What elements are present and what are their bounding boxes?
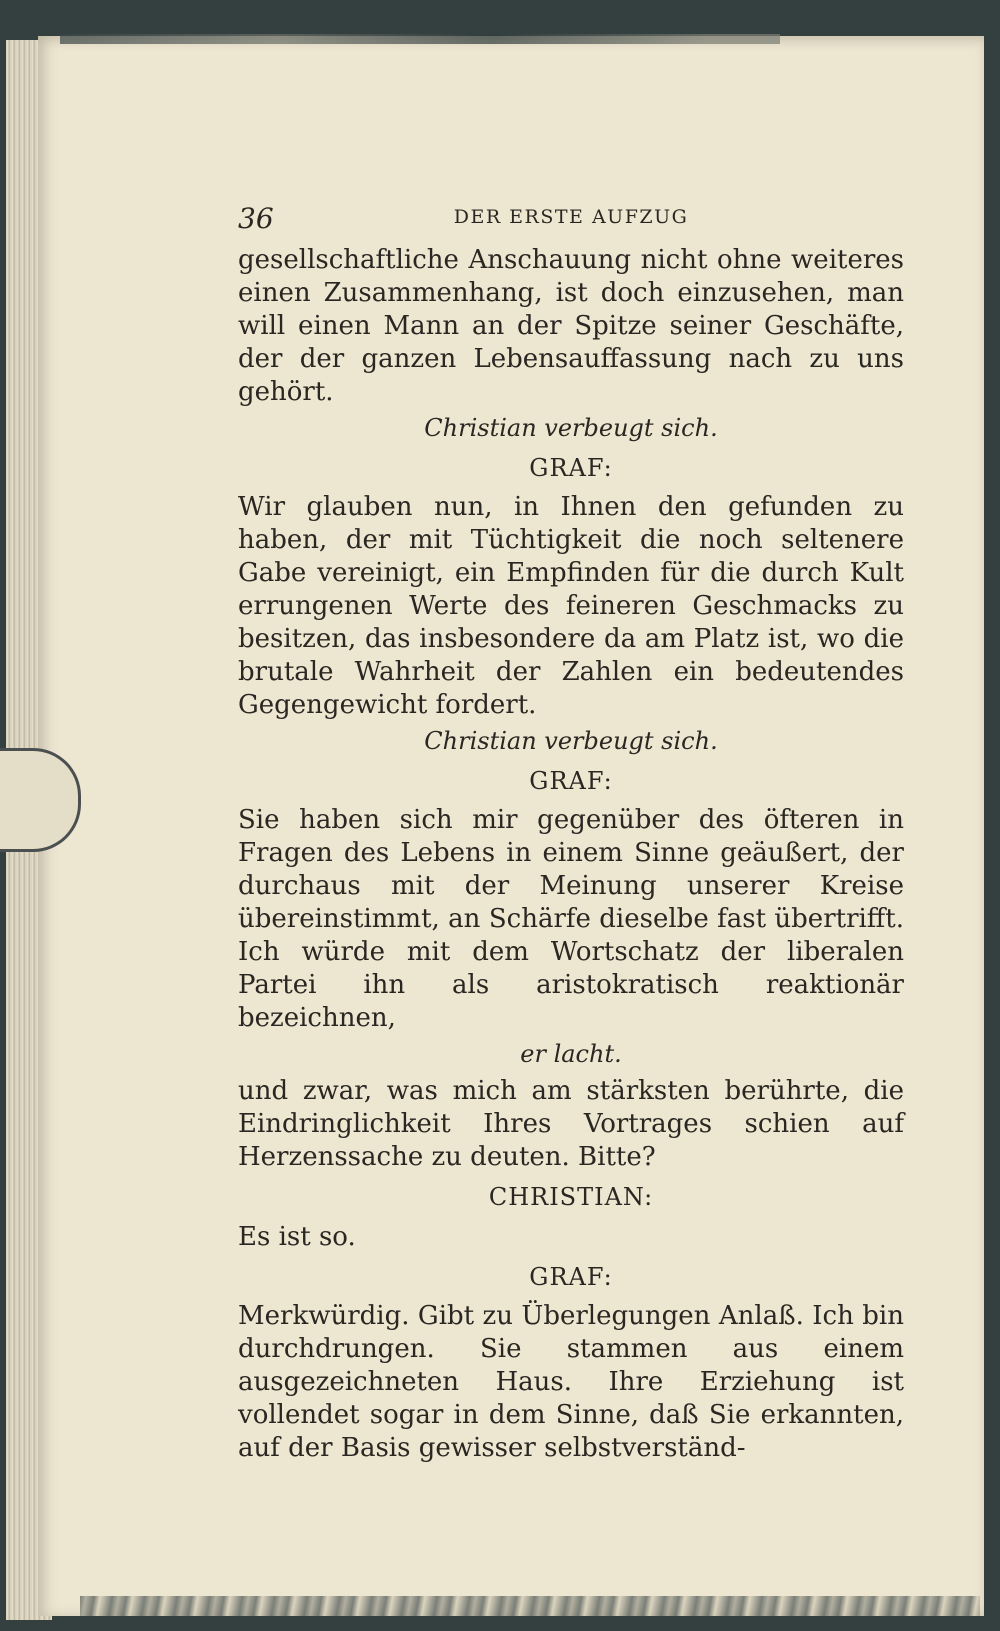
- top-page-edge: [60, 34, 780, 44]
- paragraph: Sie haben sich mir gegenüber des öfteren in Fragen des Lebens in einem Sinne geäußert, der durchaus mit der Meinung unserer Kreise übereinstimmt, an Schärfe dieselbe fast übertrifft. Ich würde mit dem Wortschatz der liberalen Partei ihn als aristokratisch reaktionär bezeichnen,: [238, 805, 904, 1033]
- speaker-name: CHRISTIAN:: [488, 1183, 654, 1211]
- paragraph: Merkwürdig. Gibt zu Überlegungen Anlaß. Ich bin durchdrungen. Sie stammen aus einem ausgezeichneten Haus. Ihre Erziehung ist vollendet sogar in dem Sinne, daß Sie erkannten, auf der Basis gewisser selbstverständ-: [238, 1301, 904, 1463]
- paragraph: und zwar, was mich am stärksten berührte, die Eindringlichkeit Ihres Vortrages schien auf Herzenssache zu deuten. Bitte?: [238, 1076, 904, 1172]
- text-block: [238, 200, 904, 1465]
- speaker-name: GRAF:: [529, 767, 613, 795]
- bottom-page-edge: [80, 1596, 980, 1616]
- speaker-name: GRAF:: [529, 1263, 613, 1291]
- page-header: [238, 200, 904, 244]
- speaker-name: GRAF:: [529, 454, 613, 482]
- short-line: Es ist so.: [238, 1222, 356, 1252]
- paragraph: Wir glauben nun, in Ihnen den gefunden zu haben, der mit Tüchtigkeit die noch seltenere Gabe vereinigt, ein Empfinden für die durch Kult errungenen Werte des feineren Geschmacks zu besitzen, das insbesondere da am Platz ist, wo die brutale Wahrheit der Zahlen ein bedeutendes Gegengewicht fordert.: [238, 492, 904, 720]
- paragraph: gesellschaftliche Anschauung nicht ohne weiteres einen Zusammenhang, ist doch einzusehen, man will einen Mann an der Spitze seiner Geschäfte, der der ganzen Lebensauffassung nach zu uns gehört.: [238, 245, 904, 407]
- stage-direction: Christian verbeugt sich.: [424, 414, 718, 442]
- page-number: 36: [238, 202, 274, 235]
- stage-direction: er lacht.: [520, 1040, 622, 1068]
- running-head: DER ERSTE AUFZUG: [453, 206, 689, 228]
- stage-direction: Christian verbeugt sich.: [424, 727, 718, 755]
